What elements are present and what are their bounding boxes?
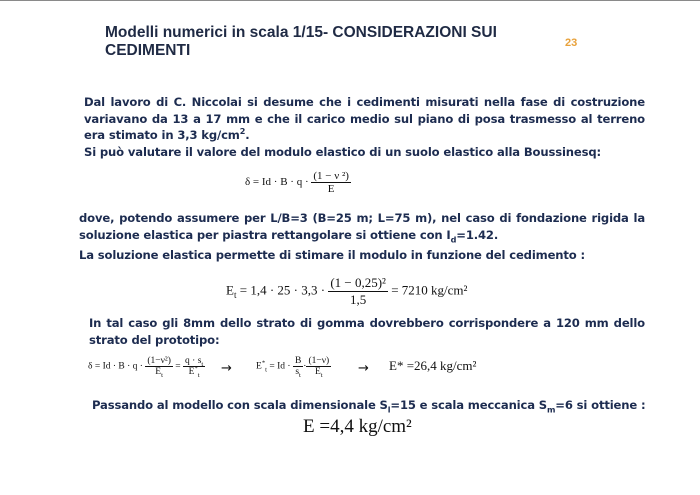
formula-model-modulus-lhs-sup: *: [261, 359, 266, 367]
top-border-line: [0, 0, 700, 1]
formula-modulus-lhs-sub: t: [233, 290, 237, 301]
formula-modulus-lhs: E: [226, 282, 234, 298]
paragraph-settlements-end: .: [245, 128, 250, 142]
formula-model-settlement-num-2-text: q · s: [185, 356, 202, 366]
paragraph-boussinesq: Si può valutare il valore del modulo elastico di un suolo elastico alla Boussinesq:: [84, 145, 601, 159]
slide-title: Modelli numerici in scala 1/15- CONSIDERAZIONI SUI CEDIMENTI: [105, 24, 497, 59]
formula-boussinesq-numerator: (1 − ν ²): [313, 170, 349, 182]
formula-model-settlement-num-1: (1−ν²): [147, 356, 171, 366]
mechanical-scale-subscript: m: [546, 404, 556, 415]
formula-model-settlement-eq: =: [172, 361, 184, 372]
unit-exponent: 2: [239, 126, 246, 137]
paragraph-settlements: [84, 94, 645, 144]
formula-model-result: E* =26,4 kg/cm²: [389, 358, 477, 373]
formula-model-modulus-fraction-1: [293, 356, 303, 377]
paragraph-rigid-foundation-text: dove, potendo assumere per L/B=3 (B=25 m; L=75 m), nel caso di fondazione rigida la soluzione elastica per piastra rettangolare si ottiene con I: [79, 211, 645, 242]
formula-model-modulus-den-2: [306, 367, 331, 377]
paragraph-settlements-text: Dal lavoro di C. Niccolai si desume che i cedimenti misurati nella fase di costruzione variavano da 13 a 17 mm e che il carico medio sul piano di posa trasmesso al terreno era stimato in 3,3 kg/cm: [84, 95, 645, 142]
formula-model-settlement-den-1-sub: t: [161, 371, 163, 379]
paragraph-scale-model-text-a: Passando al modello con scala dimensionale S: [92, 398, 388, 412]
formula-modulus-result: = 7210 kg/cm²: [387, 282, 468, 298]
influence-subscript: d: [450, 233, 457, 244]
formula-modulus-expr: = 1,4 · 25 · 3,3 ·: [236, 282, 329, 298]
arrow-icon: →: [358, 361, 369, 376]
formula-model-settlement-fraction-2: [183, 356, 205, 377]
formula-model-settlement-den-2-sub: t: [197, 371, 200, 379]
dimensional-scale-subscript: l: [387, 404, 391, 415]
formula-model-modulus-lhs: E: [256, 361, 262, 372]
formula-model-modulus-den-2-sub: t: [320, 371, 323, 379]
arrow-icon: →: [221, 361, 232, 376]
formula-model-modulus-eq: = Id ·: [267, 361, 291, 372]
formula-boussinesq-denominator: E: [327, 183, 335, 195]
page-number: 23: [565, 37, 578, 49]
formula-model-modulus-num-1: B: [294, 356, 302, 366]
paragraph-scale-model-text-b: =15 e scala meccanica S: [390, 398, 547, 412]
formula-model-modulus-den-1: [293, 367, 303, 377]
paragraph-scale-model: [92, 397, 652, 414]
formula-modulus-fraction: [328, 275, 388, 308]
formula-model-settlement-den-1-text: E: [155, 367, 162, 377]
paragraph-elastic-solution: La soluzione elastica permette di stimare il modulo in funzione del cedimento :: [79, 248, 585, 262]
formula-modulus-denominator: 1,5: [350, 292, 367, 307]
formula-model-modulus-den-1-text: s: [295, 367, 300, 377]
formula-model-modulus-lhs-sub: t: [265, 366, 267, 374]
formula-model-settlement-den-2: [183, 364, 205, 379]
formula-model-settlement-den-2-text: E: [188, 367, 195, 377]
formula-boussinesq-fraction: [311, 170, 351, 195]
formula-modulus: [226, 275, 467, 308]
paragraph-rubber-layer: In tal caso gli 8mm dello strato di gomma dovrebbero corrispondere a 120 mm dello strato del prototipo:: [89, 316, 645, 347]
formula-model-modulus-num-2: (1−ν): [308, 356, 330, 366]
formula-model-settlement-lhs: δ = Id · B · q ·: [88, 361, 143, 372]
formula-final-result: E =4,4 kg/cm²: [303, 416, 412, 437]
paragraph-rigid-foundation: [79, 210, 645, 243]
paragraph-rigid-foundation-end: =1.42.: [456, 227, 499, 242]
formula-model-modulus-den-2-text: E: [314, 367, 321, 377]
formula-model-modulus-fraction-2: [306, 356, 331, 377]
formula-modulus-numerator: (1 − 0,25)²: [330, 275, 386, 290]
formula-boussinesq: [245, 170, 351, 195]
formula-model-settlement: [88, 356, 205, 377]
formula-model-settlement-den-1: [145, 367, 173, 377]
formula-model-modulus-den-1-sub: t: [299, 371, 301, 379]
formula-boussinesq-lhs: δ = Id · B · q ·: [245, 176, 309, 189]
formula-model-modulus: $E^*_t = Id$ · $\frac{B}{s_t}$ · $\frac{(1-\nu)}{E_t}$: [256, 356, 330, 379]
formula-model-settlement-den-2-sup: *: [194, 364, 198, 372]
formula-model-settlement-fraction-1: [145, 356, 173, 377]
formula-model-settlement-num-2-sub: t: [201, 360, 204, 368]
paragraph-scale-model-text-c: =6 si ottiene :: [555, 398, 646, 412]
